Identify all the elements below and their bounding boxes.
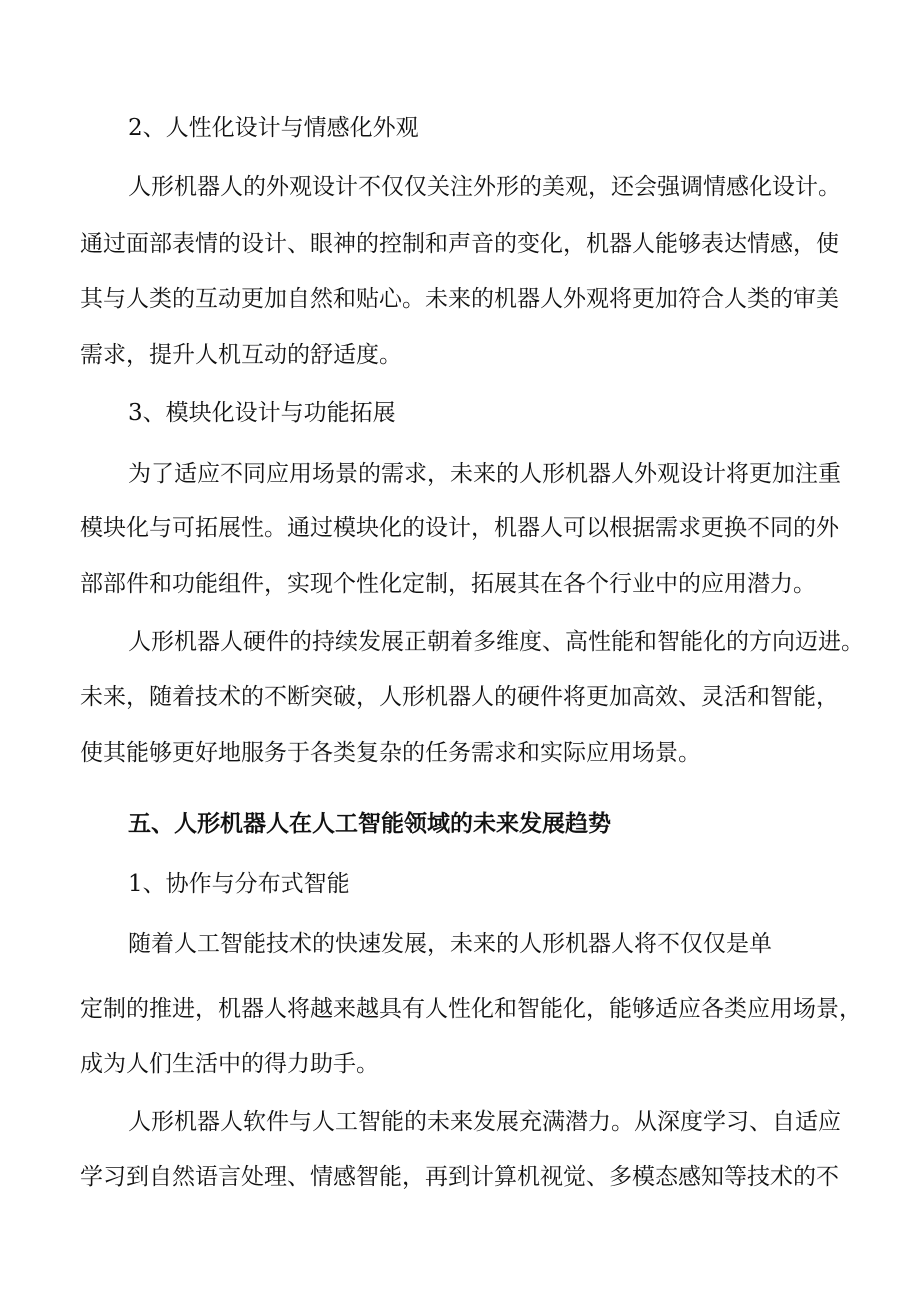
paragraph-line: 学习到自然语言处理、情感智能，再到计算机视觉、多模态感知等技术的不 — [80, 1164, 839, 1190]
paragraph-line: 成为人们生活中的得力助手。 — [80, 1051, 379, 1077]
paragraph-line: 其与人类的互动更加自然和贴心。未来的机器人外观将更加符合人类的审美 — [80, 286, 839, 312]
paragraph-line: 通过面部表情的设计、眼神的控制和声音的变化，机器人能够表达情感，使 — [80, 231, 839, 257]
section-heading-5: 五、人形机器人在人工智能领域的未来发展趋势 — [128, 810, 611, 837]
paragraph-line: 未来，随着技术的不断突破，人形机器人的硬件将更加高效、灵活和智能， — [80, 684, 839, 710]
paragraph-line: 部部件和功能组件，实现个性化定制，拓展其在各个行业中的应用潜力。 — [80, 571, 816, 597]
subheading-2: 2、人性化设计与情感化外观 — [128, 115, 419, 141]
paragraph-line: 人形机器人硬件的持续发展正朝着多维度、高性能和智能化的方向迈进。 — [128, 629, 864, 655]
paragraph-line: 使其能够更好地服务于各类复杂的任务需求和实际应用场景。 — [80, 740, 701, 766]
paragraph-line: 随着人工智能技术的快速发展，未来的人形机器人将不仅仅是单 — [128, 931, 772, 957]
subheading-5-1: 1、协作与分布式智能 — [128, 871, 350, 897]
subheading-3: 3、模块化设计与功能拓展 — [128, 400, 396, 426]
paragraph-line: 定制的推进，机器人将越来越具有人性化和智能化，能够适应各类应用场景， — [80, 996, 862, 1022]
paragraph-line: 模块化与可拓展性。通过模块化的设计，机器人可以根据需求更换不同的外 — [80, 515, 839, 541]
paragraph-line: 需求，提升人机互动的舒适度。 — [80, 342, 402, 368]
paragraph-line: 人形机器人的外观设计不仅仅关注外形的美观，还会强调情感化设计。 — [128, 174, 841, 200]
paragraph-line: 人形机器人软件与人工智能的未来发展充满潜力。从深度学习、自适应 — [128, 1109, 841, 1135]
paragraph-line: 为了适应不同应用场景的需求，未来的人形机器人外观设计将更加注重 — [128, 461, 841, 487]
